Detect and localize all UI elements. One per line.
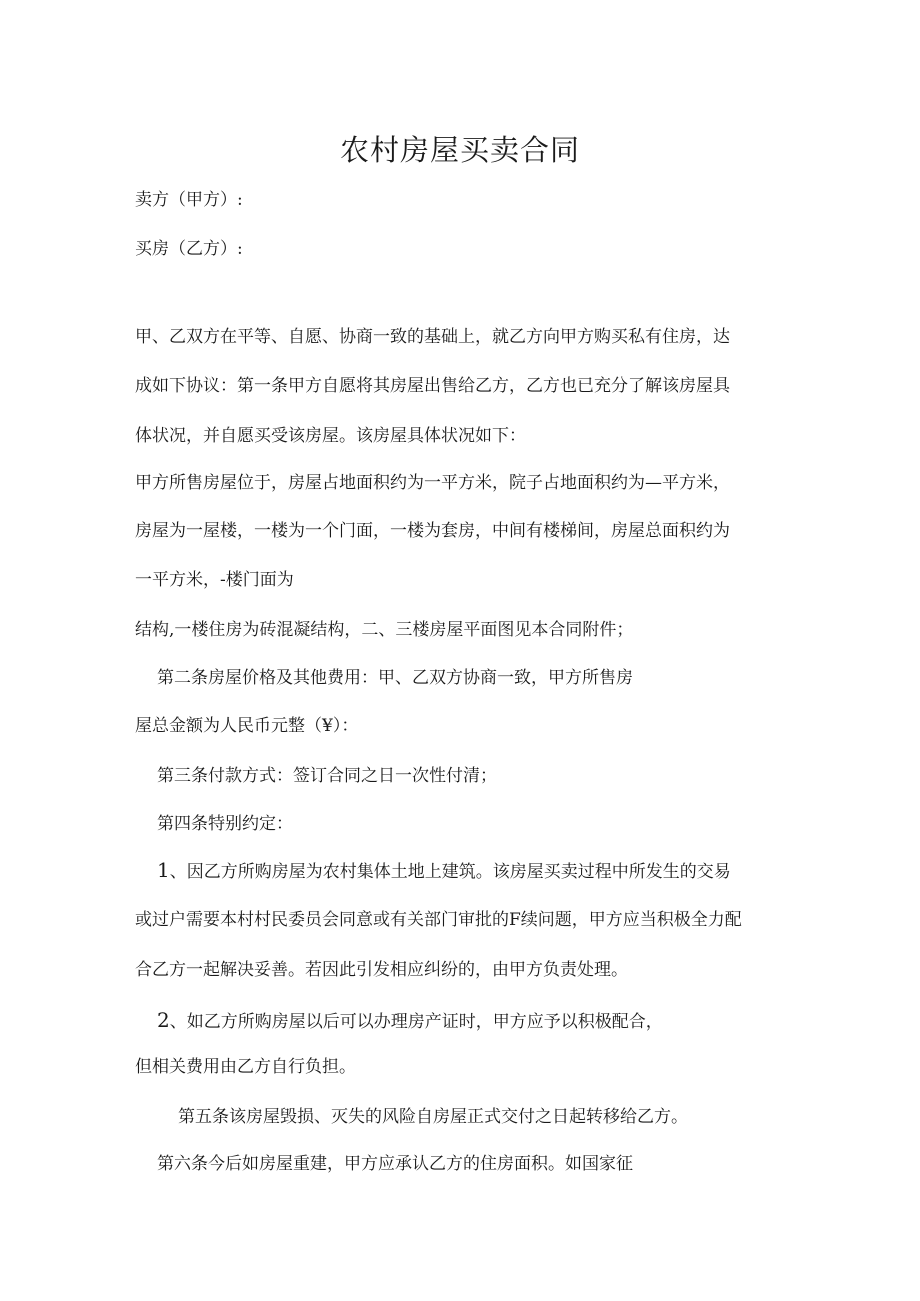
- special-item-1: [157, 858, 731, 884]
- article-2-line: 第二条房屋价格及其他费用：甲、乙双方协商一致，甲方所售房: [157, 668, 633, 688]
- article-4: 第四条特别约定：: [157, 814, 293, 834]
- item-number: 1: [157, 858, 170, 882]
- paragraph-line: 结构,一楼住房为砖混凝结构，二、三楼房屋平面图见本合同附件；: [135, 620, 634, 640]
- article-5: 第五条该房屋毁损、灭失的风险自房屋正式交付之日起转移给乙方。: [178, 1107, 688, 1127]
- paragraph-line: 成如下协议：第一条甲方自愿将其房屋出售给乙方，乙方也已充分了解该房屋具: [135, 376, 730, 396]
- item-number: 2: [157, 1008, 170, 1032]
- paragraph-line: 房屋为一屋楼，一楼为一个门面，一楼为套房，中间有楼梯间，房屋总面积约为: [135, 521, 730, 541]
- paragraph-line: 一平方米，-楼门面为: [135, 570, 294, 590]
- special-item-1-line: 合乙方一起解决妥善。若因此引发相应纠纷的，由甲方负责处理。: [135, 960, 628, 980]
- item-text: 、因乙方所购房屋为农村集体土地上建筑。该房屋买卖过程中所发生的交易: [169, 862, 731, 882]
- article-6: 第六条今后如房屋重建，甲方应承认乙方的住房面积。如国家征: [157, 1154, 633, 1174]
- buyer-label: 买房（乙方）:: [135, 239, 243, 259]
- contract-title: 农村房屋买卖合同: [339, 133, 580, 167]
- article-2-line: 屋总金额为人民币元整（¥）：: [135, 716, 359, 736]
- item-text: 、如乙方所购房屋以后可以办理房产证时，甲方应予以积极配合，: [169, 1012, 663, 1032]
- article-3: 第三条付款方式：签订合同之日一次性付清；: [157, 766, 497, 786]
- special-item-1-line: 或过户需要本村村民委员会同意或有关部门审批的F续问题，甲方应当积极全力配: [135, 910, 742, 930]
- paragraph-line: 甲、乙双方在平等、自愿、协商一致的基础上，就乙方向甲方购买私有住房，达: [135, 327, 730, 347]
- paragraph-line: 体状况，并自愿买受该房屋。该房屋具体状况如下：: [135, 426, 526, 446]
- special-item-2-line: 但相关费用由乙方自行负担。: [135, 1057, 356, 1077]
- paragraph-line: 甲方所售房屋位于，房屋占地面积约为一平方米，院子占地面积约为—平方米，: [135, 473, 730, 493]
- special-item-2: [157, 1008, 663, 1034]
- seller-label: 卖方（甲方）:: [135, 190, 243, 210]
